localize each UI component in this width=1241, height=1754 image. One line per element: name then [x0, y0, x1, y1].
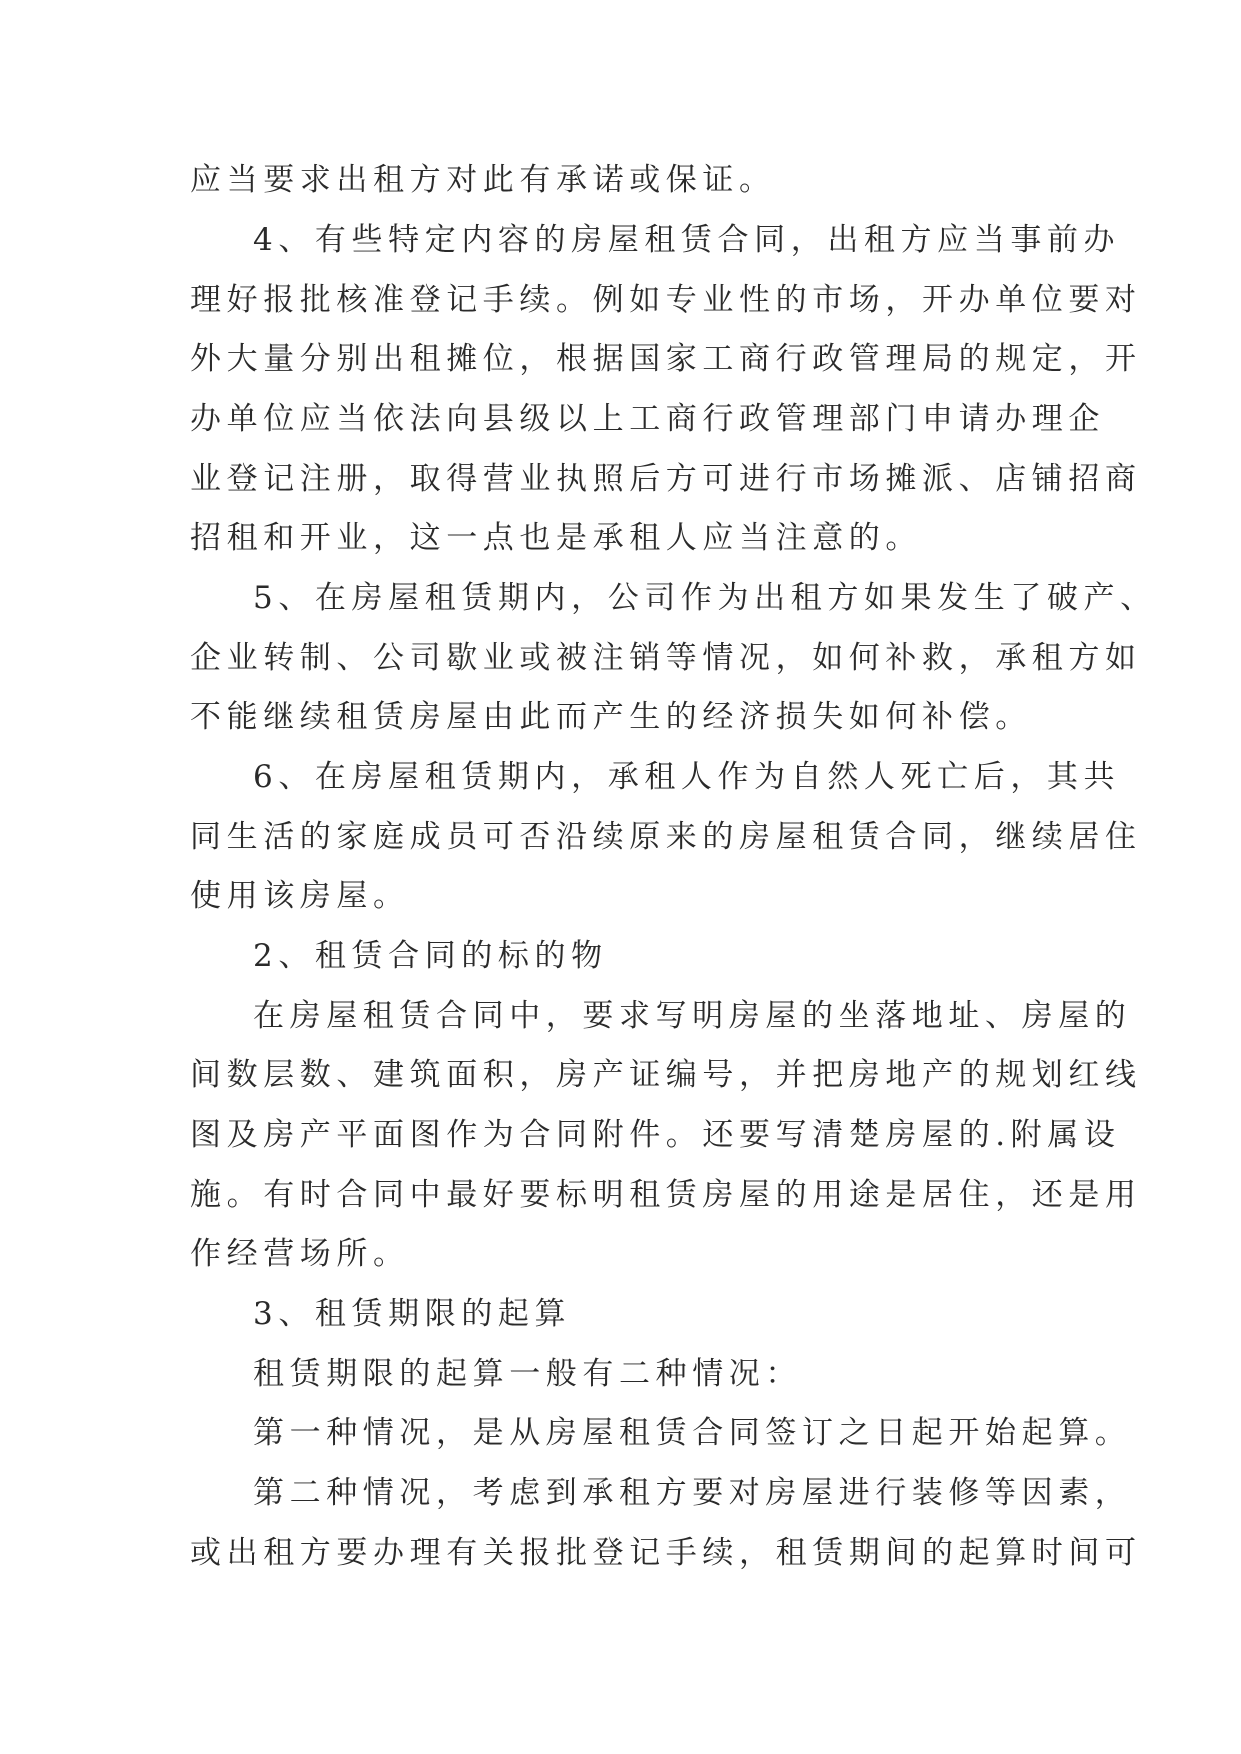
text-line: 或出租方要办理有关报批登记手续，租赁期间的起算时间可	[190, 1535, 1142, 1571]
text-line: 4、有些特定内容的房屋租赁合同，出租方应当事前办	[253, 222, 1121, 258]
section-heading: 2、租赁合同的标的物	[253, 938, 608, 974]
text-line: 施。有时合同中最好要标明租赁房屋的用途是居住，还是用	[190, 1177, 1142, 1213]
text-line: 图及房产平面图作为合同附件。还要写清楚房屋的.附属设	[190, 1117, 1121, 1153]
text-line: 企业转制、公司歇业或被注销等情况，如何补救，承租方如	[190, 640, 1142, 676]
text-line: 不能继续租赁房屋由此而产生的经济损失如何补偿。	[190, 699, 1032, 735]
text-line: 同生活的家庭成员可否沿续原来的房屋租赁合同，继续居住	[190, 819, 1142, 855]
text-line: 间数层数、建筑面积，房产证编号，并把房地产的规划红线	[190, 1057, 1142, 1093]
text-line: 外大量分别出租摊位，根据国家工商行政管理局的规定，开	[190, 341, 1142, 377]
text-line: 6、在房屋租赁期内，承租人作为自然人死亡后，其共	[253, 759, 1121, 795]
text-line: 在房屋租赁合同中，要求写明房屋的坐落地址、房屋的	[253, 998, 1132, 1034]
section-heading: 3、租赁期限的起算	[253, 1296, 572, 1332]
text-line: 第一种情况，是从房屋租赁合同签订之日起开始起算。	[253, 1415, 1132, 1451]
text-line: 第二种情况，考虑到承租方要对房屋进行装修等因素，	[253, 1475, 1132, 1511]
text-line: 办单位应当依法向县级以上工商行政管理部门申请办理企	[190, 401, 1105, 437]
text-line: 应当要求出租方对此有承诺或保证。	[190, 162, 776, 198]
text-line: 5、在房屋租赁期内，公司作为出租方如果发生了破产、	[253, 580, 1157, 616]
text-line: 租赁期限的起算一般有二种情况：	[253, 1356, 802, 1392]
text-line: 使用该房屋。	[190, 878, 410, 914]
text-line: 理好报批核准登记手续。例如专业性的市场，开办单位要对	[190, 282, 1142, 318]
text-line: 招租和开业，这一点也是承租人应当注意的。	[190, 520, 922, 556]
text-line: 业登记注册，取得营业执照后方可进行市场摊派、店铺招商	[190, 461, 1142, 497]
text-line: 作经营场所。	[190, 1236, 410, 1272]
